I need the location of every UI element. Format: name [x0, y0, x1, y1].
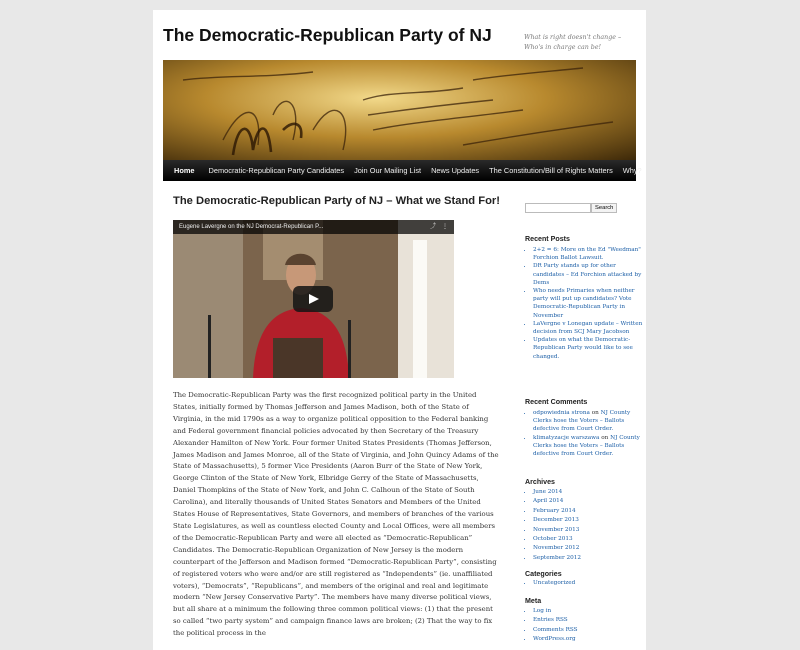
list-item[interactable] — [533, 544, 643, 553]
archive-link[interactable]: November 2013 — [533, 526, 580, 533]
list-item[interactable] — [533, 336, 643, 361]
meta-link[interactable]: WordPress.org — [533, 636, 576, 643]
post-body: The Democratic-Republican Party was the first recognized political party in the United States, initially formed by Thomas Jefferson and James Madison, both of the State of Virginia, in the mid 1790s as a way to organize political opposition to the Federal banking and Federal government financial policies advocated by then Secretary of the Treasury Alexander Hamilton of New York. Four former United States Presidents (Thomas Jefferson, James Madison and James Monroe, all of the State of Virginia, and John Quincy Adams of the State of Massachusetts), 5 former Vice Presidents (Aaron Burr of the State of New York, George Clinton of the State of New York, Elbridge Gerry of the State of Massachusetts, Daniel Thompkins of the State of New York, and John C. Calhoun of the State of South Carolina), and literally thousands of United States Senators and Members of the United States House of Representatives, State Governors, and members of branches of the various State Legislatures, as well as countless elected County and Local Offices, were all members of the Democratic-Republican Party and were all elected as “Democratic-Republican” Candidates. The Democratic-Republican Organization of New Jersey is the modern counterpart of the Jefferson and Madison formed “Democratic-Republican Party”, consisting of registered voters who were and/or are still registered as “Independents” (ie. unaffiliated voters), “Democrats”, “Republicans”, and members of the original and real and legitimate modern “New Jersey Conservative Party”. The members have many diverse political views, but all share at a minimum the following three common political views: (1) that the present so called “two party system” and campaign finance laws are broken; (2) That the way to fix the political process in the — [173, 391, 499, 638]
main-content — [173, 195, 500, 638]
list-item[interactable] — [533, 554, 643, 563]
list-item[interactable] — [533, 626, 643, 635]
list-item[interactable] — [533, 526, 643, 535]
archive-link[interactable]: October 2013 — [533, 536, 573, 543]
nav-item-constitution[interactable]: The Constitution/Bill of Rights Matters — [489, 166, 613, 175]
nav-item-mailing-list[interactable]: Join Our Mailing List — [354, 166, 422, 175]
recent-post-link[interactable]: LaVergne v Lonegan update – Written decision from SCJ Mary Jacobson — [533, 320, 643, 336]
category-link[interactable]: Uncategorized — [533, 580, 576, 586]
recent-posts-title: Recent Posts — [525, 235, 570, 243]
search-input[interactable] — [525, 203, 591, 213]
list-item[interactable] — [533, 497, 643, 506]
list-item[interactable] — [533, 287, 643, 320]
list-item[interactable] — [533, 488, 643, 497]
meta-link[interactable]: Log in — [533, 608, 552, 614]
archive-link[interactable]: June 2014 — [533, 489, 563, 495]
comment-author-link[interactable]: klimatyzacje warszawa — [533, 434, 600, 441]
list-item[interactable] — [533, 607, 643, 616]
list-item — [533, 409, 643, 434]
comment-post-link[interactable]: NJ County Clerks hose the Voters – Ballots defective from Court Order. — [533, 410, 631, 433]
meta-link[interactable]: Entries RSS — [533, 617, 568, 624]
recent-posts-list — [525, 246, 643, 361]
recent-post-link[interactable]: Who needs Primaries when neither party will put up candidates? Vote Democratic-Republican Party in November — [533, 288, 635, 319]
site-title[interactable]: The Democratic-Republican Party of NJ — [163, 25, 492, 45]
embedded-video[interactable] — [173, 220, 454, 378]
recent-post-link[interactable]: Updates on what the Democratic-Republican Party would like to see changed. — [533, 337, 633, 360]
meta-link[interactable]: Comments RSS — [533, 626, 578, 633]
archive-link[interactable]: April 2014 — [533, 498, 564, 505]
archives-title: Archives — [525, 478, 555, 486]
comment-post-link[interactable]: NJ County Clerks hose the Voters – Ballots defective from Court Order. — [533, 434, 640, 458]
list-item[interactable] — [533, 516, 643, 525]
comment-author-link[interactable]: odpowiednia strona — [533, 410, 590, 416]
archive-link[interactable]: February 2014 — [533, 507, 576, 514]
main-navigation — [163, 160, 642, 181]
post-title[interactable]: The Democratic-Republican Party of NJ – What we Stand For! — [173, 195, 500, 207]
list-item[interactable] — [533, 579, 643, 587]
nav-item-candidates[interactable]: Democratic-Republican Party Candidates — [208, 166, 345, 175]
recent-post-link[interactable]: 2+2 = 6: More on the Ed "Weedman" Forchion Ballot Lawsuit. — [533, 247, 641, 262]
video-title-bar — [173, 220, 454, 234]
list-item[interactable] — [533, 507, 643, 516]
page — [153, 10, 646, 650]
archive-link[interactable]: December 2013 — [533, 517, 579, 524]
comment-on-text: on — [589, 410, 601, 416]
nav-item-home[interactable]: Home — [174, 166, 195, 175]
meta-title: Meta — [525, 597, 542, 605]
archive-link[interactable]: November 2012 — [533, 545, 580, 552]
video-title[interactable]: Eugene Lavergne on the NJ Democrat-Republican P... — [179, 224, 324, 230]
recent-post-link[interactable]: DR Party stands up for other candidates – Ed Forchion attacked by Dems — [533, 263, 642, 286]
list-item[interactable] — [533, 246, 643, 262]
site-description: What is right doesn't change – Who's in charge can be! — [524, 34, 622, 51]
list-item[interactable] — [533, 535, 643, 544]
header-banner-image — [163, 60, 636, 169]
comment-on-text: on — [599, 434, 611, 441]
nav-item-news-updates[interactable]: News Updates — [431, 166, 480, 175]
play-icon[interactable] — [293, 286, 333, 312]
list-item[interactable] — [533, 320, 643, 336]
archives-list — [525, 488, 643, 563]
categories-list — [525, 579, 643, 587]
archive-link[interactable]: September 2012 — [533, 554, 581, 561]
recent-comments-title: Recent Comments — [525, 398, 588, 406]
meta-list — [525, 607, 643, 645]
search-button[interactable]: Search — [591, 203, 617, 213]
recent-comments-list — [525, 409, 643, 458]
more-icon[interactable]: ⋮ — [442, 224, 448, 230]
list-item[interactable] — [533, 262, 643, 287]
nav-item-why[interactable]: Why? — [622, 166, 642, 175]
list-item[interactable] — [533, 616, 643, 625]
categories-title: Categories — [525, 570, 562, 578]
share-icon[interactable]: ⤴ — [429, 224, 436, 230]
list-item — [533, 434, 643, 459]
